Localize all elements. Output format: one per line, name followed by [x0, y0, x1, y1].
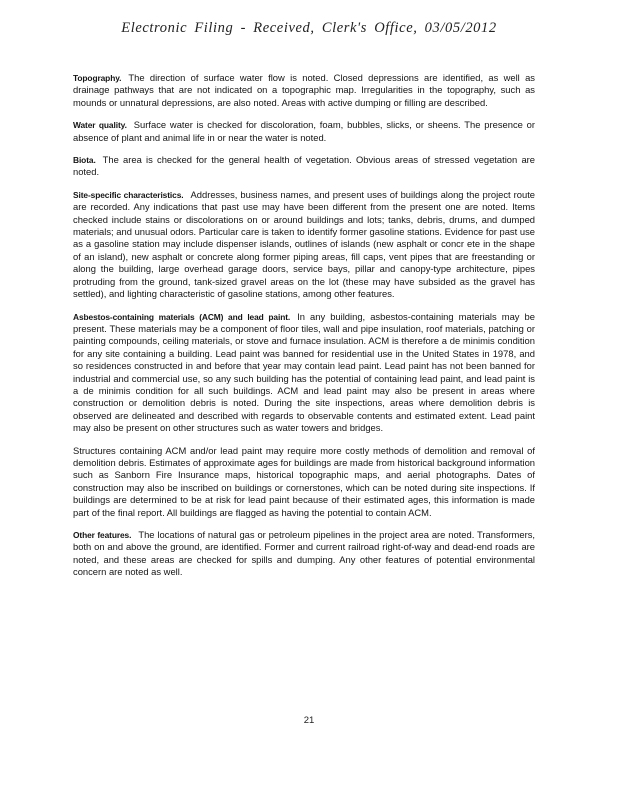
filing-header: Electronic Filing - Received, Clerk's Office, 03/05/2012: [121, 20, 497, 36]
document-body: [73, 72, 535, 589]
page-number: 21: [303, 715, 315, 726]
paragraph-biota: [73, 154, 535, 179]
paragraph-water-quality: [73, 119, 535, 144]
heading-water-quality: Water quality.: [73, 120, 127, 131]
paragraph-topography: [73, 72, 535, 109]
text-water-quality: Surface water is checked for discoloration, foam, bubbles, slicks, or sheens. The presence or absence of plant and animal life in or near the water is noted.: [73, 119, 536, 143]
heading-biota: Biota.: [73, 155, 96, 166]
text-topography: The direction of surface water flow is noted. Closed depressions are identified, as well as drainage pathways that are not indicated on a topographic map. Irregularities in the topography, such as mounds or unnatural depressions, are also noted. Areas with active dumping or filling are described.: [73, 72, 535, 108]
heading-topography: Topography.: [73, 73, 122, 83]
text-asbestos: In any building, asbestos-containing materials may be present. These materials may be a component of floor tiles, wall and pipe insulation, roof materials, patching or painting compounds, ceiling materials, or stove and furnace insulation. ACM is therefore a de minimis condition for any site containing a building. Lead paint was banned for residential use in the United States in 1978, and so residences constructed in and before that year may contain lead paint. Lead paint has not been banned for industrial and commercial use, so any such building has the potential of containing lead paint, and lead paint is a de minimis condition for all such buildings. ACM and lead paint may also be present in areas where construction or demolition debris is noted. During the site inspections, areas where demolition debris is observed are delineated and described with regards to observable contents and estimated extent. Lead paint may also be present on other structures such as water towers and bridges.: [73, 310, 535, 434]
paragraph-site-specific: [73, 189, 535, 301]
text-biota: The area is checked for the general health of vegetation. Obvious areas of stressed vegetation are noted.: [73, 154, 535, 178]
heading-other-features: Other features.: [73, 530, 132, 540]
paragraph-structures: [73, 445, 535, 519]
heading-site-specific: Site-specific characteristics.: [73, 189, 184, 200]
text-structures: Structures containing ACM and/or lead paint may require more costly methods of demolition and removal of demolition debris. Estimates of approximate ages for buildings are made from historical background information such as Sanborn Fire Insurance maps, historical topographic maps, and aerial photographs. Dates of construction may also be inscribed on buildings or cornerstones, which can be noted during site inspections. If buildings are determined to be at risk for lead paint because of their estimated ages, this information is made part of the final report. All buildings are flagged as having the potential to contain ACM.: [73, 444, 535, 518]
heading-asbestos: Asbestos-containing materials (ACM) and lead paint.: [73, 311, 291, 322]
text-other-features: The locations of natural gas or petroleum pipelines in the project area are noted. Transformers, both on and above the ground, are identified. Former and current railroad right-of-way and dead-end roads are noted, and these areas are checked for spills and dumping. Any other features of potential environmental concern are noted as well.: [73, 529, 535, 578]
paragraph-other-features: [73, 529, 535, 579]
paragraph-asbestos: [73, 311, 535, 435]
text-site-specific: Addresses, business names, and present uses of buildings along the project route are recorded. Any indications that past use may have been different from the present one are noted. Items checked include stains or discolorations on or around buildings and lots; tanks, debris, drums, and dumped materials; and unusual odors. Particular care is taken to identify former gasoline stations. Evidence for past use as a gasoline station may include dispenser islands, outlines of islands (new asphalt or concr ete in the shape of an island), new asphalt or concrete along former piping areas, fill caps, vent pipes that are freestanding or along the building, large overhead garage doors, service bays, pillar and canopy-type architecture, pipes protruding from the ground, tank-sized gravel areas on the lot (these may have subsided as the gravel has settled), and lighting characteristic of gasoline stations, among other features.: [73, 188, 536, 300]
